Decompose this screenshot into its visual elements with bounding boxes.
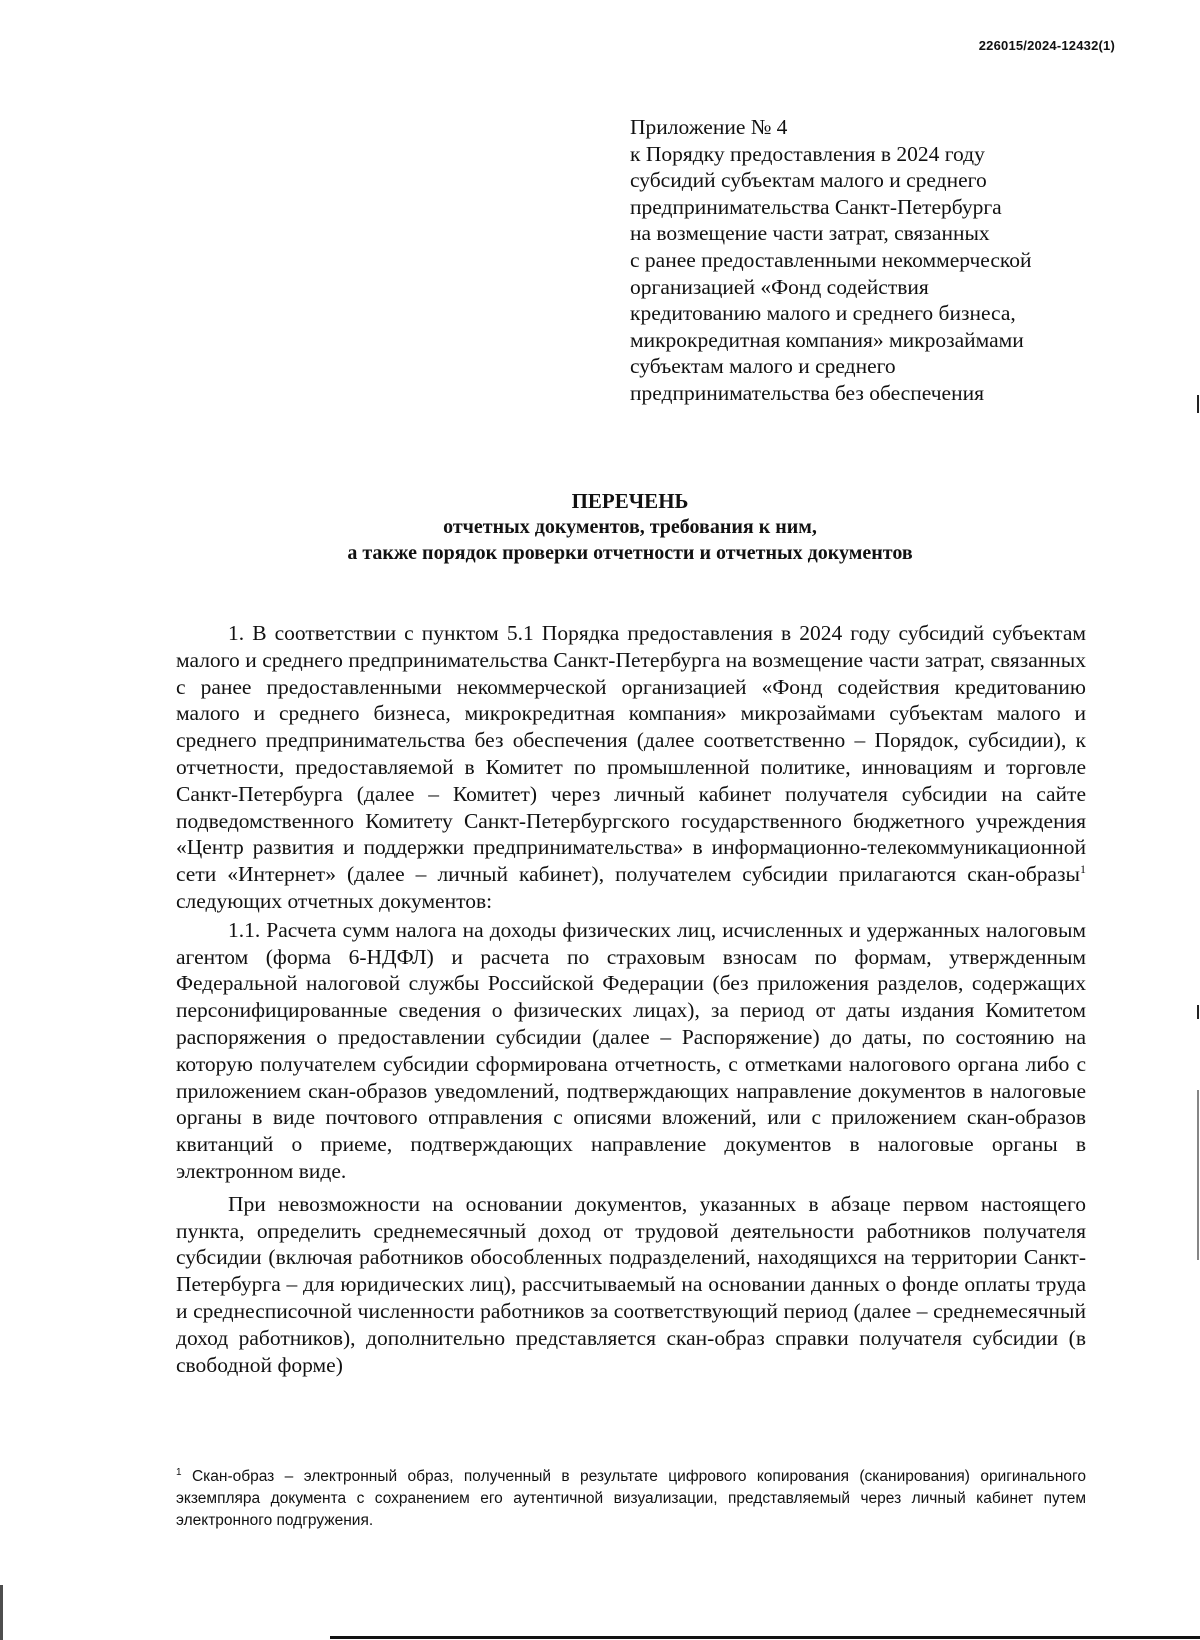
appendix-line: Приложение № 4	[630, 115, 788, 139]
paragraph-1-end: следующих отчетных документов:	[176, 888, 493, 913]
scan-bottom-edge	[330, 1636, 1200, 1639]
footnote-text: Скан-образ – электронный образ, полученный в результате цифрового копирования (сканирования) оригинального экземпляра документа с сохранением его аутентичной визуализации, представляемый через личный кабинет путем электронного подгружения.	[176, 1468, 1086, 1530]
appendix-line: субсидий субъектам малого и среднего	[630, 168, 987, 193]
heading-subtitle-line-1: отчетных документов, требования к ним,	[443, 516, 817, 538]
document-body	[176, 620, 1086, 1378]
appendix-line: организацией «Фонд содействия	[630, 274, 929, 299]
appendix-line: предпринимательства Санкт-Петербурга	[630, 194, 1002, 219]
scan-edge-mark	[1197, 1090, 1199, 1260]
paragraph-1	[176, 620, 1086, 915]
footnote-reference: 1	[1080, 862, 1086, 877]
scan-edge-mark	[1197, 395, 1199, 413]
footnote-marker: 1	[176, 1467, 182, 1478]
footnote	[176, 1462, 1086, 1532]
scan-edge-mark	[1197, 1005, 1199, 1019]
paragraph-1-1: 1.1. Расчета сумм налога на доходы физических лиц, исчисленных и удержанных налоговым агентом (форма 6-НДФЛ) и расчета по страховым взносам по формам, утвержденным Федеральной налоговой службы Российской Федерации (без приложения разделов, содержащих персонифицированные сведения о физических лицах), за период от даты издания Комитетом распоряжения о предоставлении субсидии (далее – Распоряжение) до даты, по состоянию на которую получателем субсидии сформирована отчетность, с отметками налогового органа либо с приложением скан-образов уведомлений, подтверждающих направление документов в налоговые органы в виде почтового отправления с описями вложений, или с приложением скан-образов квитанций о приеме, подтверждающих направление документов в налоговые органы в электронном виде.	[176, 917, 1086, 1183]
appendix-line: кредитованию малого и среднего бизнеса,	[630, 301, 1016, 326]
appendix-line: на возмещение части затрат, связанных	[630, 221, 990, 246]
document-heading	[175, 488, 1085, 566]
paragraph-1-text: 1. В соответствии с пунктом 5.1 Порядка предоставления в 2024 году субсидий субъектам малого и среднего предпринимательства Санкт-Петербурга на возмещение части затрат, связанных с ранее предоставленными некоммерческой организацией «Фонд содействия кредитованию малого и среднего бизнеса, микрокредитная компания» микрозаймами субъектам малого и среднего предпринимательства без обеспечения (далее соответственно – Порядок, субсидии), к отчетности, предоставляемой в Комитет по промышленной политике, инновациям и торговле Санкт-Петербурга (далее – Комитет) через личный кабинет получателя субсидии на сайте подведомственного Комитету Санкт-Петербургского государственного бюджетного учреждения «Центр развития и поддержки предпринимательства» в информационно-телекоммуникационной сети «Интернет» (далее – личный кабинет), получателем субсидии прилагаются скан-образы	[176, 621, 1086, 887]
heading-title: ПЕРЕЧЕНЬ	[571, 489, 689, 513]
scan-edge-mark	[0, 1585, 3, 1640]
appendix-block	[630, 114, 1100, 407]
appendix-line: к Порядку предоставления в 2024 году	[630, 141, 985, 166]
appendix-line: с ранее предоставленными некоммерческой	[630, 247, 1032, 272]
heading-subtitle-line-2: а также порядок проверки отчетности и отчетных документов	[347, 542, 913, 564]
appendix-line: предпринимательства без обеспечения	[630, 380, 984, 405]
document-id: 226015/2024-12432(1)	[978, 38, 1115, 53]
appendix-line: субъектам малого и среднего	[630, 354, 896, 379]
appendix-line: микрокредитная компания» микрозаймами	[630, 327, 1024, 352]
paragraph-continuation: При невозможности на основании документов, указанных в абзаце первом настоящего пункта, определить среднемесячный доход от трудовой деятельности работников получателя субсидии (включая работников обособленных подразделений, находящихся на территории Санкт-Петербурга – для юридических лиц), рассчитываемый на основании данных о фонде оплаты труда и среднесписочной численности работников за соответствующий период (далее – среднемесячный доход работников), дополнительно представляется скан-образ справки получателя субсидии (в свободной форме)	[176, 1191, 1086, 1377]
